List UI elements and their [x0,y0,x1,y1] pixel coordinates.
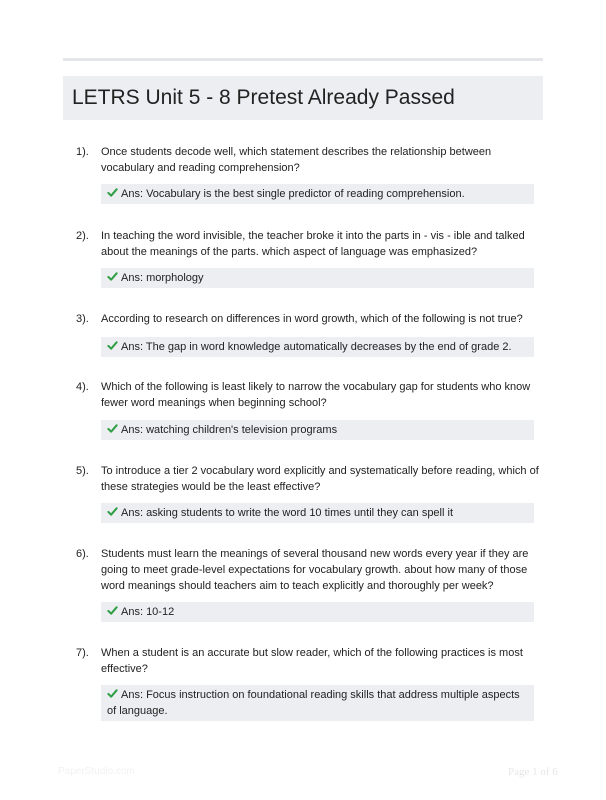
answer-text: Ans: 10-12 [121,606,175,618]
question-number: 3). [76,313,89,325]
page-title: LETRS Unit 5 - 8 Pretest Already Passed [72,86,455,109]
check-icon [107,605,118,616]
question-number: 4). [76,381,89,393]
question-text: Once students decode well, which statement describes the relationship between vocabulary and reading comprehension? [101,146,492,174]
question-number: 2). [76,230,89,242]
question-text: When a student is an accurate but slow reader, which of the following practices is most effective? [101,647,523,675]
question-text: In teaching the word invisible, the teacher broke it into the parts in - vis - ible and talked about the meanings of the parts. which aspect of language was emphasized? [101,230,525,258]
check-icon [107,506,118,517]
title-banner [63,76,543,120]
question-number: 7). [76,647,89,659]
question-text: To introduce a tier 2 vocabulary word explicitly and systematically before reading, which of these strategies would be the least effective? [101,465,539,493]
answer-text: Ans: Focus instruction on foundational reading skills that address multiple aspects of language. [107,689,520,717]
answer-text: Ans: watching children's television programs [121,424,338,436]
footer-site: PaperStudio.com [58,766,135,777]
answer-box [101,602,534,622]
check-icon [107,271,118,282]
answer-box [101,337,534,357]
question-number: 1). [76,146,89,158]
answer-box [101,184,534,204]
answer-box [101,420,534,440]
answer-text: Ans: The gap in word knowledge automatically decreases by the end of grade 2. [121,341,512,353]
answer-text: Ans: asking students to write the word 10 times until they can spell it [121,507,453,519]
answer-text: Ans: morphology [121,272,204,284]
answer-box [101,503,534,523]
answer-text: Ans: Vocabulary is the best single predictor of reading comprehension. [121,188,465,200]
question-text: According to research on differences in word growth, which of the following is not true? [101,313,523,325]
answer-box [101,268,534,288]
question-number: 5). [76,465,89,477]
question-text: Students must learn the meanings of several thousand new words every year if they are going to meet grade-level expectations for vocabulary growth. about how many of those word meanings should teachers aim to teach explicitly and thoroughly per week? [101,548,529,592]
question-text: Which of the following is least likely to narrow the vocabulary gap for students who know fewer word meanings when beginning school? [101,381,531,409]
check-icon [107,423,118,434]
question-number: 6). [76,548,89,560]
check-icon [107,187,118,198]
check-icon [107,340,118,351]
answer-box [101,685,534,721]
footer-page-number: Page 1 of 6 [508,766,558,778]
top-divider [63,58,543,61]
check-icon [107,688,118,699]
